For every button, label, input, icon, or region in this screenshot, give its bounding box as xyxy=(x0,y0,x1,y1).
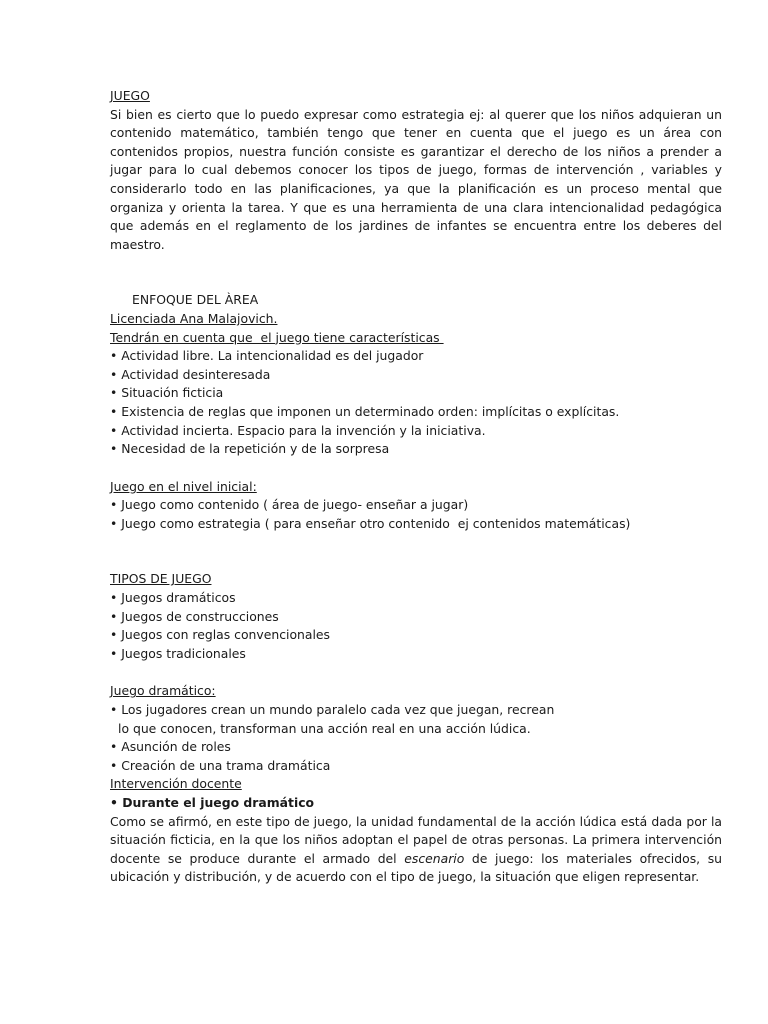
list-item: • Actividad libre. La intencionalidad es del jugador xyxy=(110,347,722,366)
list-item-bold: • Durante el juego dramático xyxy=(110,794,722,813)
list-item: • Actividad desinteresada xyxy=(110,366,722,385)
paragraph-text: de juego: los materiales ofrecidos, su ubicación y distribución, y de acuerdo con el tipo de juego, la situación que eligen representar. xyxy=(110,850,722,885)
section-title-juego: JUEGO xyxy=(110,88,150,103)
juego-paragraph: Si bien es cierto que lo puedo expresar como estrategia ej: al querer que los niños adquieran un contenido matemático, también tengo que tener en cuenta que el juego es un área con contenidos propios, nuestra función consiste es garantizar el derecho de los niños a prender a jugar para lo cual debemos conocer los tipos de juego, formas de intervención , variables y considerarlo todo en las planificaciones, ya que la planificación es un proceso mental que organiza y orienta la tarea. Y que es una herramienta de una clara intencionalidad pedagógica que además en el reglamento de los jardines de infantes se encuentra entre los deberes del maestro. xyxy=(110,106,722,252)
list-item: • Actividad incierta. Espacio para la invención y la iniciativa. xyxy=(110,422,722,441)
list-item-continuation: lo que conocen, transforman una acción real en una acción lúdica. xyxy=(118,720,531,736)
list-item: • Juegos con reglas convencionales xyxy=(110,626,722,645)
enfoque-subtitle: Tendrán en cuenta que el juego tiene características xyxy=(110,329,444,345)
section-title-intervencion: Intervención docente xyxy=(110,776,242,792)
section-title-dramatico: Juego dramático: xyxy=(110,683,216,699)
author-line: Licenciada Ana Malajovich. xyxy=(110,310,278,326)
list-item: • Juegos de construcciones xyxy=(110,608,722,627)
list-item: • Juegos dramáticos xyxy=(110,589,722,608)
list-item: • Juegos tradicionales xyxy=(110,645,722,664)
list-item: • Creación de una trama dramática xyxy=(110,757,722,776)
section-title-nivel-inicial: Juego en el nivel inicial: xyxy=(110,478,257,494)
section-title-enfoque: ENFOQUE DEL ÀREA xyxy=(132,292,259,308)
list-item: • Asunción de roles xyxy=(110,738,722,757)
list-item: • Los jugadores crean un mundo paralelo cada vez que juegan, recrean xyxy=(110,701,722,720)
list-item: • Necesidad de la repetición y de la sorpresa xyxy=(110,440,722,459)
document-page xyxy=(110,87,722,887)
intervencion-paragraph xyxy=(110,813,722,887)
section-title-tipos: TIPOS DE JUEGO xyxy=(110,571,212,587)
list-item: • Situación ficticia xyxy=(110,384,722,403)
list-item: • Existencia de reglas que imponen un determinado orden: implícitas o explícitas. xyxy=(110,403,722,422)
list-item: • Juego como estrategia ( para enseñar otro contenido ej contenidos matemáticas) xyxy=(110,515,722,534)
list-item: • Juego como contenido ( área de juego- enseñar a jugar) xyxy=(110,496,722,515)
italic-term: escenario xyxy=(404,850,465,866)
paragraph-text: Como se afirmó, en este tipo de juego, la unidad fundamental de la acción lúdica está dada por la situación ficticia, en la que los niños adoptan el papel de otras personas. La primera intervención docente se produce durante el armado del xyxy=(110,813,722,866)
